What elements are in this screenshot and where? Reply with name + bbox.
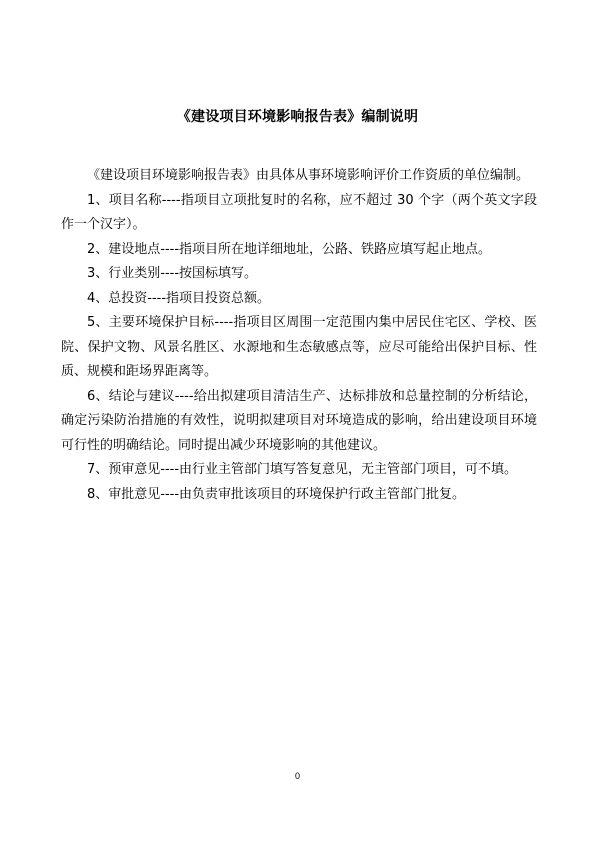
item-conclusions: 6、结论与建议----给出拟建项目清洁生产、达标排放和总量控制的分析结论，确定污染防治措施的有效性，说明拟建项目对环境造成的影响，给出建设项目环境可行性的明确结论。同时提出减少环境影响的其他建议。	[61, 388, 537, 453]
item-construction-site: 2、建设地点----指项目所在地详细地址，公路、铁路应填写起止地点。	[87, 241, 492, 257]
item-total-investment: 4、总投资----指项目投资总额。	[87, 290, 271, 306]
document-title: 《建设项目环境影响报告表》编制说明	[176, 109, 419, 125]
document-body	[61, 164, 537, 507]
item-protection-targets: 5、主要环境保护目标----指项目区周围一定范围内集中居民住宅区、学校、医院、保护文物、风景名胜区、水源地和生态敏感点等，应尽可能给出保护目标、性质、规模和距场界距离等。	[61, 315, 537, 379]
intro-paragraph: 《建设项目环境影响报告表》由具体从事环境影响评价工作资质的单位编制。	[87, 168, 530, 183]
item-approval: 8、审批意见----由负责审批该项目的环境保护行政主管部门批复。	[87, 486, 466, 502]
page-number: 0	[294, 771, 300, 781]
item-pre-review: 7、预审意见----由行业主管部门填写答复意见，无主管部门项目，可不填。	[87, 462, 518, 477]
item-project-name: 1、项目名称----指项目立项批复时的名称，应不超过 30 个字（两个英文字段作一个汉字）。	[61, 192, 537, 232]
item-industry-category: 3、行业类别----按国标填写。	[87, 266, 258, 281]
